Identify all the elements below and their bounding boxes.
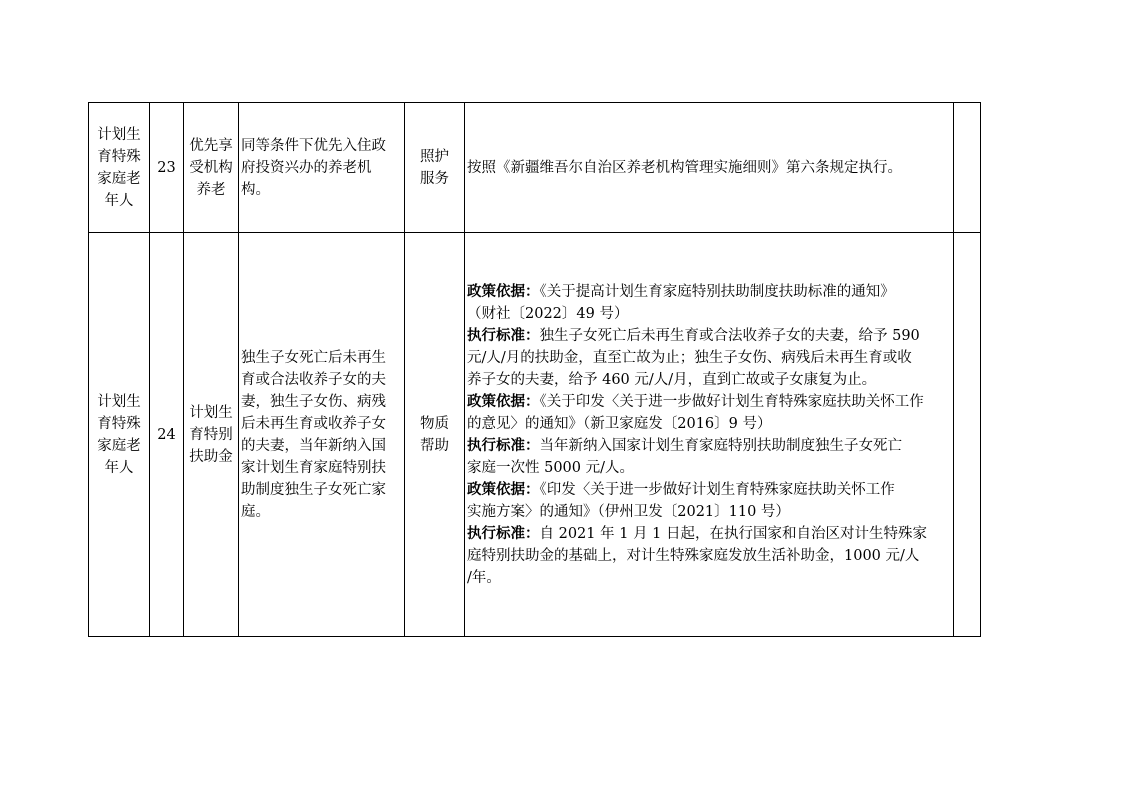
condition-cell: 独生子女死亡后未再生 育或合法收养子女的夫 妻，独生子女伤、病残 后未再生育或收养子女 的夫妻，当年新纳入国 家计划生育家庭特别扶 助制度独生子女死亡家 庭。 xyxy=(239,233,405,637)
condition-cell: 同等条件下优先入住政 府投资兴办的养老机 构。 xyxy=(239,103,405,233)
basis-line: 养子女的夫妻，给予 460 元/人/月，直到亡故或子女康复为止。 xyxy=(467,371,877,388)
basis-line: （财社〔2022〕49 号） xyxy=(467,305,629,322)
basis-line: 执行标准：独生子女死亡后未再生育或合法收养子女的夫妻，给予 590 xyxy=(467,326,920,344)
basis-line: 政策依据：《关于提高计划生育家庭特别扶助制度扶助标准的通知》 xyxy=(467,282,895,300)
table-row xyxy=(89,233,981,637)
row-number-cell: 24 xyxy=(150,233,184,637)
basis-line: 家庭一次性 5000 元/人。 xyxy=(467,459,635,476)
basis-line: 政策依据：《关于印发〈关于进一步做好计划生育特殊家庭扶助关怀工作 xyxy=(467,392,924,410)
basis-cell: 按照《新疆维吾尔自治区养老机构管理实施细则》第六条规定执行。 xyxy=(465,103,954,233)
service-type-cell: 照护 服务 xyxy=(405,103,465,233)
basis-line: 政策依据：《印发〈关于进一步做好计划生育特殊家庭扶助关怀工作 xyxy=(467,480,895,498)
standard-label: 执行标准： xyxy=(467,436,540,454)
standard-label: 执行标准： xyxy=(467,326,540,344)
basis-line: 执行标准：当年新纳入国家计划生育家庭特别扶助制度独生子女死亡 xyxy=(467,436,902,454)
policy-label: 政策依据： xyxy=(467,392,540,410)
policy-label: 政策依据： xyxy=(467,282,540,300)
basis-line: 的意见〉的通知》（新卫家庭发〔2016〕9 号） xyxy=(467,415,772,432)
remark-cell xyxy=(954,103,981,233)
standard-label: 执行标准： xyxy=(467,524,540,542)
basis-cell xyxy=(465,233,954,637)
item-name-cell: 计划生 育特别 扶助金 xyxy=(184,233,239,637)
basis-line: 实施方案〉的通知》（伊州卫发〔2021〕110 号） xyxy=(467,503,790,520)
basis-line: 庭特别扶助金的基础上，对计生特殊家庭发放生活补助金，1000 元/人 xyxy=(467,547,920,564)
basis-line: /年。 xyxy=(467,569,501,586)
policy-label: 政策依据： xyxy=(467,480,540,498)
table-row xyxy=(89,103,981,233)
target-group-cell: 计划生 育特殊 家庭老 年人 xyxy=(89,103,150,233)
row-number-cell: 23 xyxy=(150,103,184,233)
target-group-cell: 计划生 育特殊 家庭老 年人 xyxy=(89,233,150,637)
basis-line: 执行标准：自 2021 年 1 月 1 日起，在执行国家和自治区对计生特殊家 xyxy=(467,524,928,542)
service-type-cell: 物质 帮助 xyxy=(405,233,465,637)
item-name-cell: 优先享 受机构 养老 xyxy=(184,103,239,233)
policy-table xyxy=(88,102,981,637)
basis-line: 元/人/月的扶助金，直至亡故为止；独生子女伤、病残后未再生育或收 xyxy=(467,349,912,366)
remark-cell xyxy=(954,233,981,637)
